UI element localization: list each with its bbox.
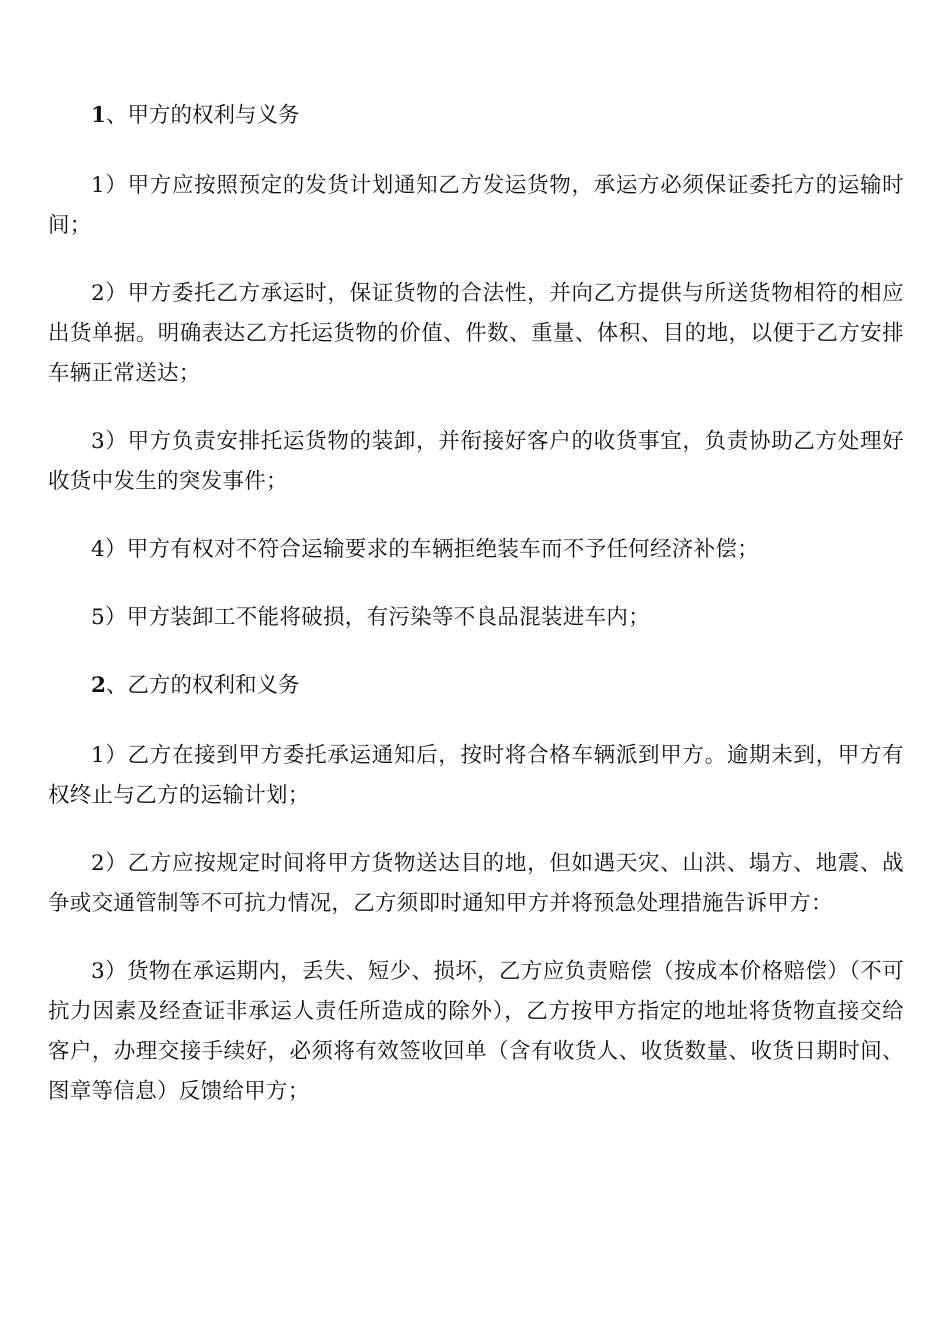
paragraph-1-3: 3）甲方负责安排托运货物的装卸，并衔接好客户的收货事宜，负责协助乙方处理好收货中发生的突发事件； (48, 429, 904, 494)
paragraph-1-1: 1）甲方应按照预定的发货计划通知乙方发运货物，承运方必须保证委托方的运输时间； (48, 173, 904, 238)
section-heading-1 (48, 96, 904, 136)
paragraph-2-2: 2）乙方应按规定时间将甲方货物送达目的地，但如遇天灾、山洪、塌方、地震、战争或交通管制等不可抗力情况，乙方须即时通知甲方并将预急处理措施告诉甲方： (48, 851, 904, 916)
paragraph-1-2: 2）甲方委托乙方承运时，保证货物的合法性，并向乙方提供与所送货物相符的相应出货单据。明确表达乙方托运货物的价值、件数、重量、体积、目的地，以便于乙方安排车辆正常送达； (48, 281, 904, 386)
paragraph-2-3: 3）货物在承运期内，丢失、短少、损坏，乙方应负责赔偿（按成本价格赔偿）（不可抗力因素及经查证非承运人责任所造成的除外），乙方按甲方指定的地址将货物直接交给客户，办理交接手续好，必须将有效签收回单（含有收货人、收货数量、收货日期时间、图章等信息）反馈给甲方； (48, 959, 904, 1104)
section-number: 2 (91, 673, 106, 698)
paragraph-1-4: 4）甲方有权对不符合运输要求的车辆拒绝装车而不予任何经济补偿； (91, 537, 759, 562)
paragraph-1-5: 5）甲方装卸工不能将破损，有污染等不良品混装进车内； (91, 605, 650, 630)
paragraph-2-1: 1）乙方在接到甲方委托承运通知后，按时将合格车辆派到甲方。逾期未到，甲方有权终止与乙方的运输计划； (48, 743, 904, 808)
section-number: 1 (91, 103, 106, 128)
section-title: 、乙方的权利和义务 (105, 673, 300, 698)
section-heading-2 (48, 666, 904, 706)
section-title: 、甲方的权利与义务 (105, 103, 300, 128)
document-body (48, 96, 904, 1140)
